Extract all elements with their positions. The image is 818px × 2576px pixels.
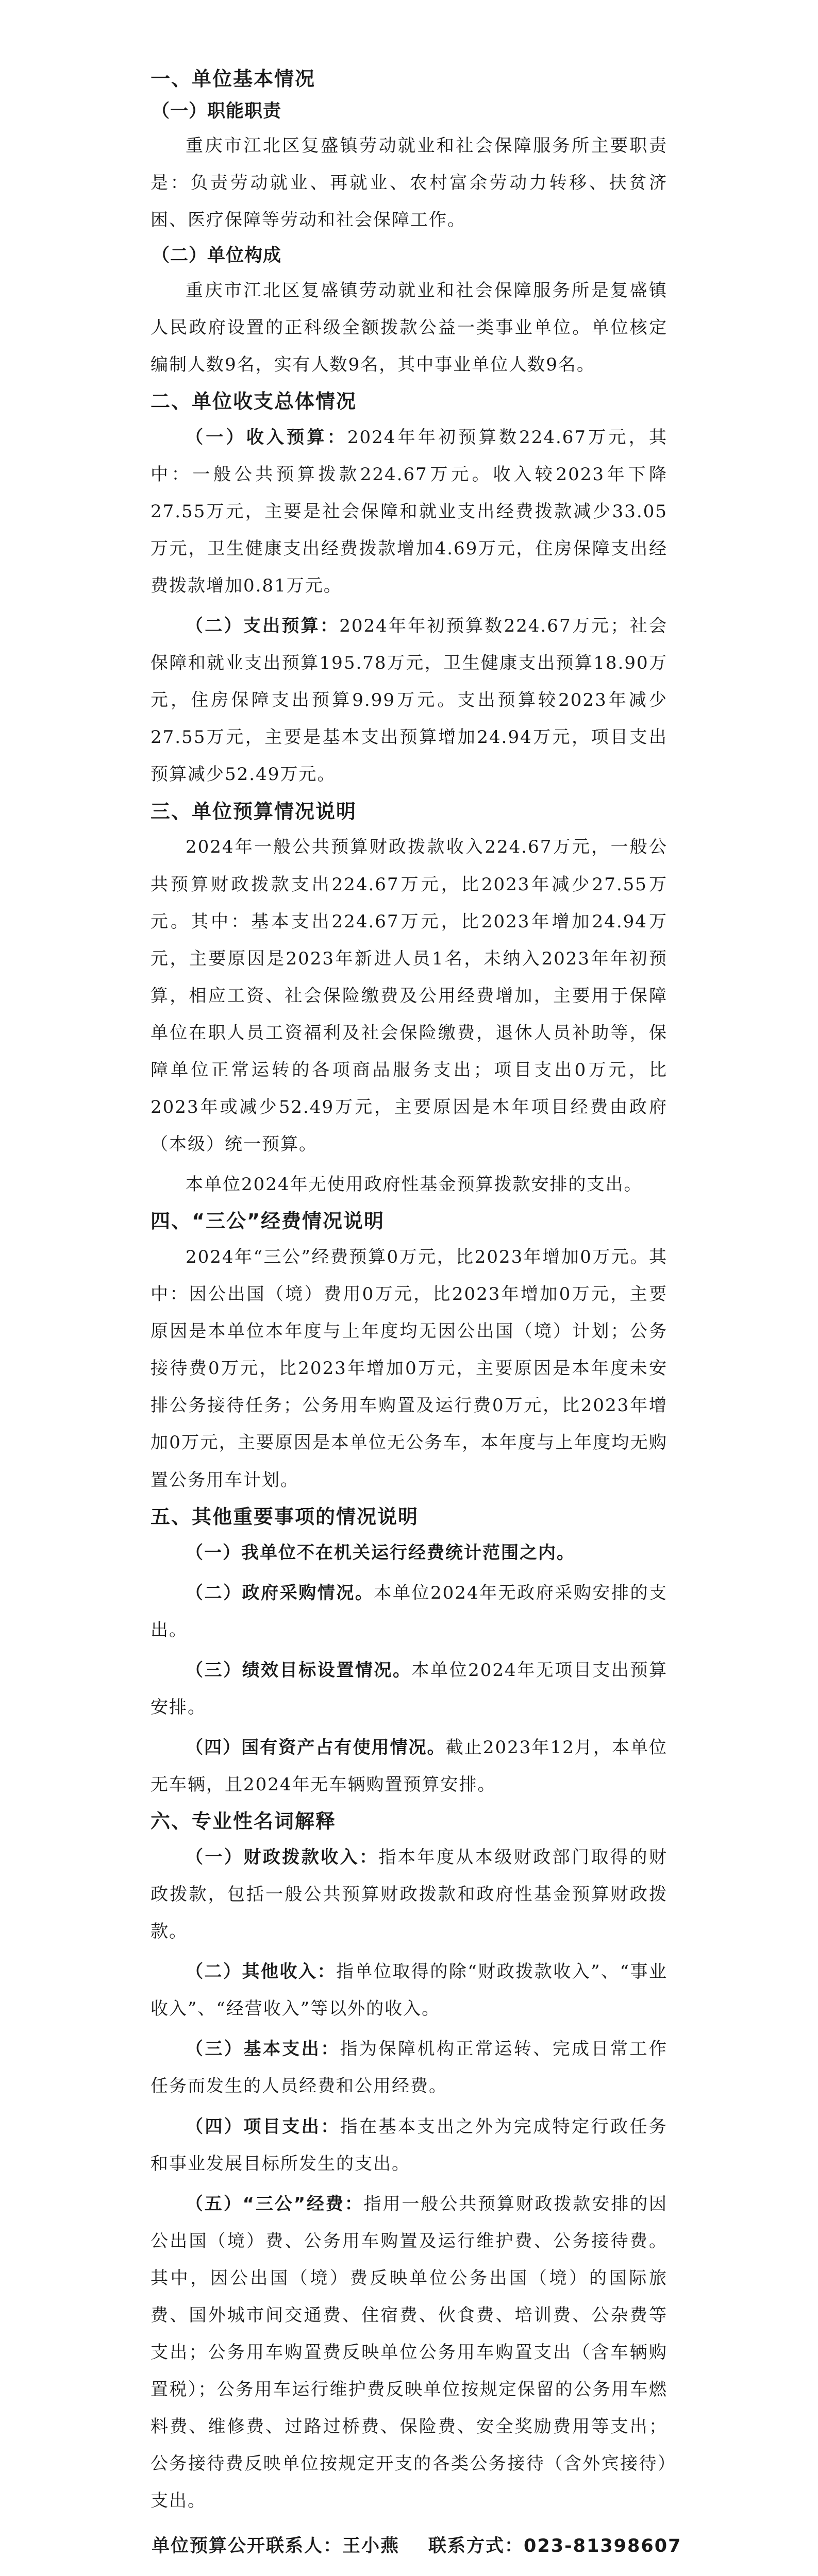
term-4-text: 指在基本支出之外为完成特定行政任务和事业发展目标所发生的支出。 — [151, 2116, 668, 2174]
other-item-2-text: 本单位2024年无政府采购安排的支出。 — [151, 1582, 667, 1640]
other-item-4-text: 截止2023年12月，本单位无车辆，且2024年无车辆购置预算安排。 — [151, 1737, 667, 1795]
expense-budget-paragraph — [151, 607, 667, 793]
term-1-lead: （一）财政拨款收入： — [186, 1846, 379, 1868]
term-1-text: 指本年度从本级财政部门取得的财政拨款，包括一般公共预算财政拨款和政府性基金预算财政拨款。 — [151, 1846, 668, 1942]
term-1 — [151, 1839, 667, 1950]
section-2-title: 二、单位收支总体情况 — [151, 389, 357, 413]
section-1-title: 一、单位基本情况 — [151, 67, 316, 90]
fund-budget-paragraph: 本单位2024年无使用政府性基金预算拨款安排的支出。 — [186, 1174, 643, 1195]
budget-explanation-paragraph: 2024年一般公共预算财政拨款收入224.67万元，一般公共预算财政拨款支出224.67万元，比2023年减少27.55万元。其中：基本支出224.67万元，比2023年增加24.94万元，主要原因是2023年新进人员1名，未纳入2023年年初预算，相应工资、社会保险缴费及公用经费增加，主要用于保障单位在职人员工资福利及社会保险缴费，退休人员补助等，保障单位正常运转的各项商品服务支出；项目支出0万元，比2023年或减少52.49万元，主要原因是本年项目经费由政府（本级）统一预算。 — [151, 837, 667, 1155]
composition-paragraph: 重庆市江北区复盛镇劳动就业和社会保障服务所是复盛镇人民政府设置的正科级全额拨款公益一类事业单位。单位核定编制人数9名，实有人数9名，其中事业单位人数9名。 — [151, 280, 667, 375]
term-3-lead: （三）基本支出： — [186, 2039, 340, 2060]
other-item-4-lead: （四）国有资产占有使用情况。 — [186, 1737, 446, 1758]
term-3 — [151, 2030, 667, 2105]
contact-person: 单位预算公开联系人：王小燕 — [152, 2536, 400, 2557]
term-2-text: 指单位取得的除“财政拨款收入”、“事业收入”、“经营收入”等以外的收入。 — [151, 1961, 667, 2020]
duties-paragraph: 重庆市江北区复盛镇劳动就业和社会保障服务所主要职责是：负责劳动就业、再就业、农村富余劳动力转移、扶贫济困、医疗保障等劳动和社会保障工作。 — [151, 135, 667, 231]
section-5-title: 五、其他重要事项的情况说明 — [151, 1505, 419, 1528]
term-4-lead: （四）项目支出： — [186, 2116, 340, 2137]
income-budget-text: 2024年年初预算数224.67万元，其中：一般公共预算拨款224.67万元。收入较2023年下降27.55万元，主要是社会保障和就业支出经费拨款减少33.05万元，卫生健康支出经费拨款增加4.69万元，住房保障支出经费拨款增加0.81万元。 — [151, 427, 668, 597]
section-1-2-title: （二）单位构成 — [152, 245, 282, 266]
other-item-3 — [151, 1652, 667, 1726]
contact-footer — [151, 2532, 682, 2561]
other-item-4 — [151, 1729, 667, 1803]
term-5-lead: （五）“三公”经费： — [186, 2193, 364, 2214]
term-5 — [151, 2185, 667, 2520]
section-3-title: 三、单位预算情况说明 — [151, 800, 357, 823]
contact-phone-label: 联系方式： — [428, 2536, 524, 2557]
section-1-1-title: （一）职能职责 — [152, 100, 282, 122]
term-2 — [151, 1953, 667, 2027]
section-4-title: 四、“三公”经费情况说明 — [151, 1210, 385, 1233]
other-item-2 — [151, 1574, 667, 1649]
other-item-1 — [151, 1534, 667, 1571]
expense-budget-lead: （二）支出预算： — [186, 616, 340, 637]
income-budget-paragraph — [151, 419, 667, 604]
income-budget-lead: （一）收入预算： — [186, 427, 347, 448]
term-3-text: 指为保障机构正常运转、完成日常工作任务而发生的人员经费和公用经费。 — [151, 2039, 668, 2097]
other-item-2-lead: （二）政府采购情况。 — [186, 1582, 374, 1603]
term-2-lead: （二）其他收入： — [186, 1961, 336, 1982]
other-item-3-text: 本单位2024年无项目支出预算安排。 — [151, 1659, 668, 1718]
other-item-3-lead: （三）绩效目标设置情况。 — [186, 1659, 412, 1681]
term-4 — [151, 2108, 667, 2182]
three-public-paragraph: 2024年“三公”经费预算0万元，比2023年增加0万元。其中：因公出国（境）费用0万元，比2023年增加0万元，主要原因是本单位本年度与上年度均无因公出国（境）计划；公务接待费0万元，比2023年增加0万元，主要原因是本年度未安排公务接待任务；公务用车购置及运行费0万元，比2023年增加0万元，主要原因是本单位无公务车，本年度与上年度均无购置公务用车计划。 — [151, 1247, 667, 1490]
term-5-text: 指用一般公共预算财政拨款安排的因公出国（境）费、公务用车购置及运行维护费、公务接待费。其中，因公出国（境）费反映单位公务出国（境）的国际旅费、国外城市间交通费、住宿费、伙食费、培训费、公杂费等支出；公务用车购置费反映单位公务用车购置支出（含车辆购置税）；公务用车运行维护费反映单位按规定保留的公务用车燃料费、维修费、过路过桥费、保险费、安全奖励费用等支出；公务接待费反映单位按规定开支的各类公务接待（含外宾接待）支出。 — [151, 2193, 668, 2512]
contact-phone: 023-81398607 — [524, 2536, 682, 2557]
expense-budget-text: 2024年年初预算数224.67万元；社会保障和就业支出预算195.78万元，卫生健康支出预算18.90万元，住房保障支出预算9.99万元。支出预算较2023年减少27.55万元，主要是基本支出预算增加24.94万元，项目支出预算减少52.49万元。 — [151, 616, 667, 785]
other-item-1-lead: （一）我单位不在机关运行经费统计范围之内。 — [186, 1542, 575, 1563]
section-6-title: 六、专业性名词解释 — [151, 1810, 337, 1833]
